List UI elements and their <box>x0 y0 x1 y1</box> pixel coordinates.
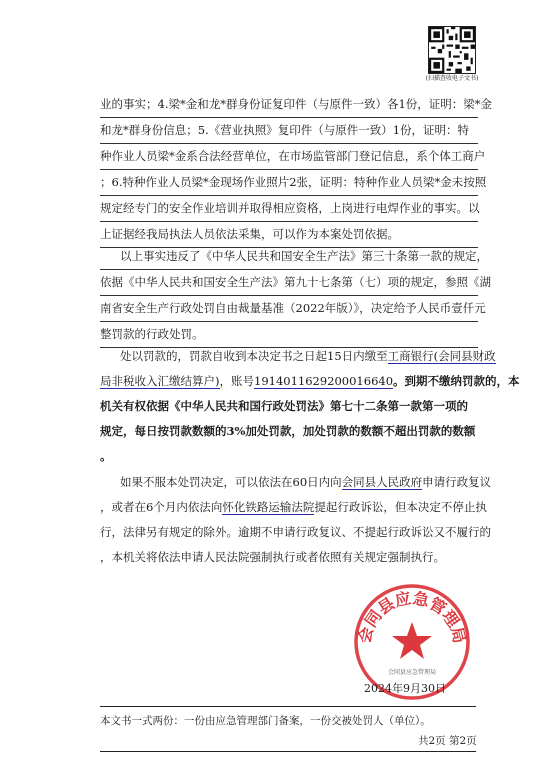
payment-paragraph <box>100 344 520 469</box>
footer-bottom-rule <box>100 751 476 752</box>
remedy-line: 行，法律另有规定的除外。逾期不申请行政复议、不提起行政诉讼又不履行的 <box>100 525 491 539</box>
basis-line: 依据《中华人民共和国安全生产法》第九十七条第（七）项的规定，参照《湖 <box>100 270 478 296</box>
basis-line: 南省安全生产行政处罚自由裁量基准（2022年版）》，决定给予人民币壹仟元 <box>100 296 478 322</box>
facts-line: 规定经专门的安全作业培训并取得相应资格，上岗进行电焊作业的事实。以 <box>100 196 478 222</box>
facts-line: 业的事实；4.梁*金和龙*群身份证复印件（与原件一致）各1份，证明：梁*金 <box>100 92 478 118</box>
payment-line: 机关有权依据《中华人民共和国行政处罚法》第七十二条第一款第一项的 <box>100 399 468 413</box>
facts-paragraph <box>100 92 493 248</box>
remedy-text: 提起行政诉讼，但本决定不停止执 <box>314 500 487 514</box>
payment-text: ，账号 <box>219 374 254 388</box>
basis-line: 以上事实违反了《中华人民共和国安全生产法》第三十条第一款的规定， <box>100 244 478 270</box>
star-icon <box>392 622 432 659</box>
remedy-line <box>100 495 487 520</box>
remedy-text: 申请行政复议 <box>422 475 492 489</box>
remedy-paragraph <box>100 470 492 570</box>
facts-line: 上证据经我局执法人员依法采集，可以作为本案处罚依据。 <box>100 222 478 248</box>
issue-date: 2024年9月30日 <box>364 682 446 695</box>
payment-line: 。 <box>100 449 112 463</box>
remedy-text: ，或者在6个月内依法向 <box>100 500 223 514</box>
payment-text: 处以罚款的，罚款自收到本决定书之日起15日内缴至 <box>120 349 388 363</box>
remedy-line <box>100 470 492 495</box>
legal-basis-paragraph <box>100 244 491 348</box>
government-name: 会同县人民政府 <box>341 475 423 489</box>
facts-line: ；6.特种作业人员梁*金现场作业照片2张，证明：特种作业人员梁*金未按照 <box>100 170 478 196</box>
basis-line: 整罚款的行政处罚。 <box>100 322 478 348</box>
bank-account-name: 局非税收入汇缴结算户) <box>100 374 220 388</box>
payment-line <box>100 344 496 369</box>
facts-line: 种作业人员梁*金系合法经营单位，在市场监管部门登记信息，系个体工商户 <box>100 144 478 170</box>
payment-line <box>100 369 520 394</box>
bank-account-number: 1914011629200016640 <box>254 374 394 388</box>
payment-text: 。到期不缴纳罚款的，本 <box>393 374 520 388</box>
court-name: 怀化铁路运输法院 <box>222 500 315 514</box>
page-number: 共2页 第2页 <box>418 735 477 747</box>
facts-line: 和龙*群身份信息；5.《营业执照》复印件（与原件一致）1份，证明：特 <box>100 118 478 144</box>
bank-name: 工商银行(会同县财政 <box>387 349 496 363</box>
payment-line: 规定，每日按罚款数额的3%加处罚款，加处罚款的数额不超出罚款的数额 <box>100 424 476 438</box>
seal-inner-text: 会同县应急管理局 <box>387 669 437 676</box>
remedy-line: ，本机关将依法申请人民法院强制执行或者依照有关规定强制执行。 <box>100 550 445 564</box>
seal-text: 会同县应急管理局 <box>354 588 470 646</box>
qr-caption: (扫描查收电子文书) <box>425 75 479 82</box>
footer-note: 本文书一式两份：一份由应急管理部门备案，一份交被处罚人（单位）。 <box>100 715 431 727</box>
footer-top-rule <box>100 706 476 707</box>
qr-code-image <box>428 26 476 74</box>
remedy-text: 如果不服本处罚决定，可以依法在60日内向 <box>120 475 342 489</box>
